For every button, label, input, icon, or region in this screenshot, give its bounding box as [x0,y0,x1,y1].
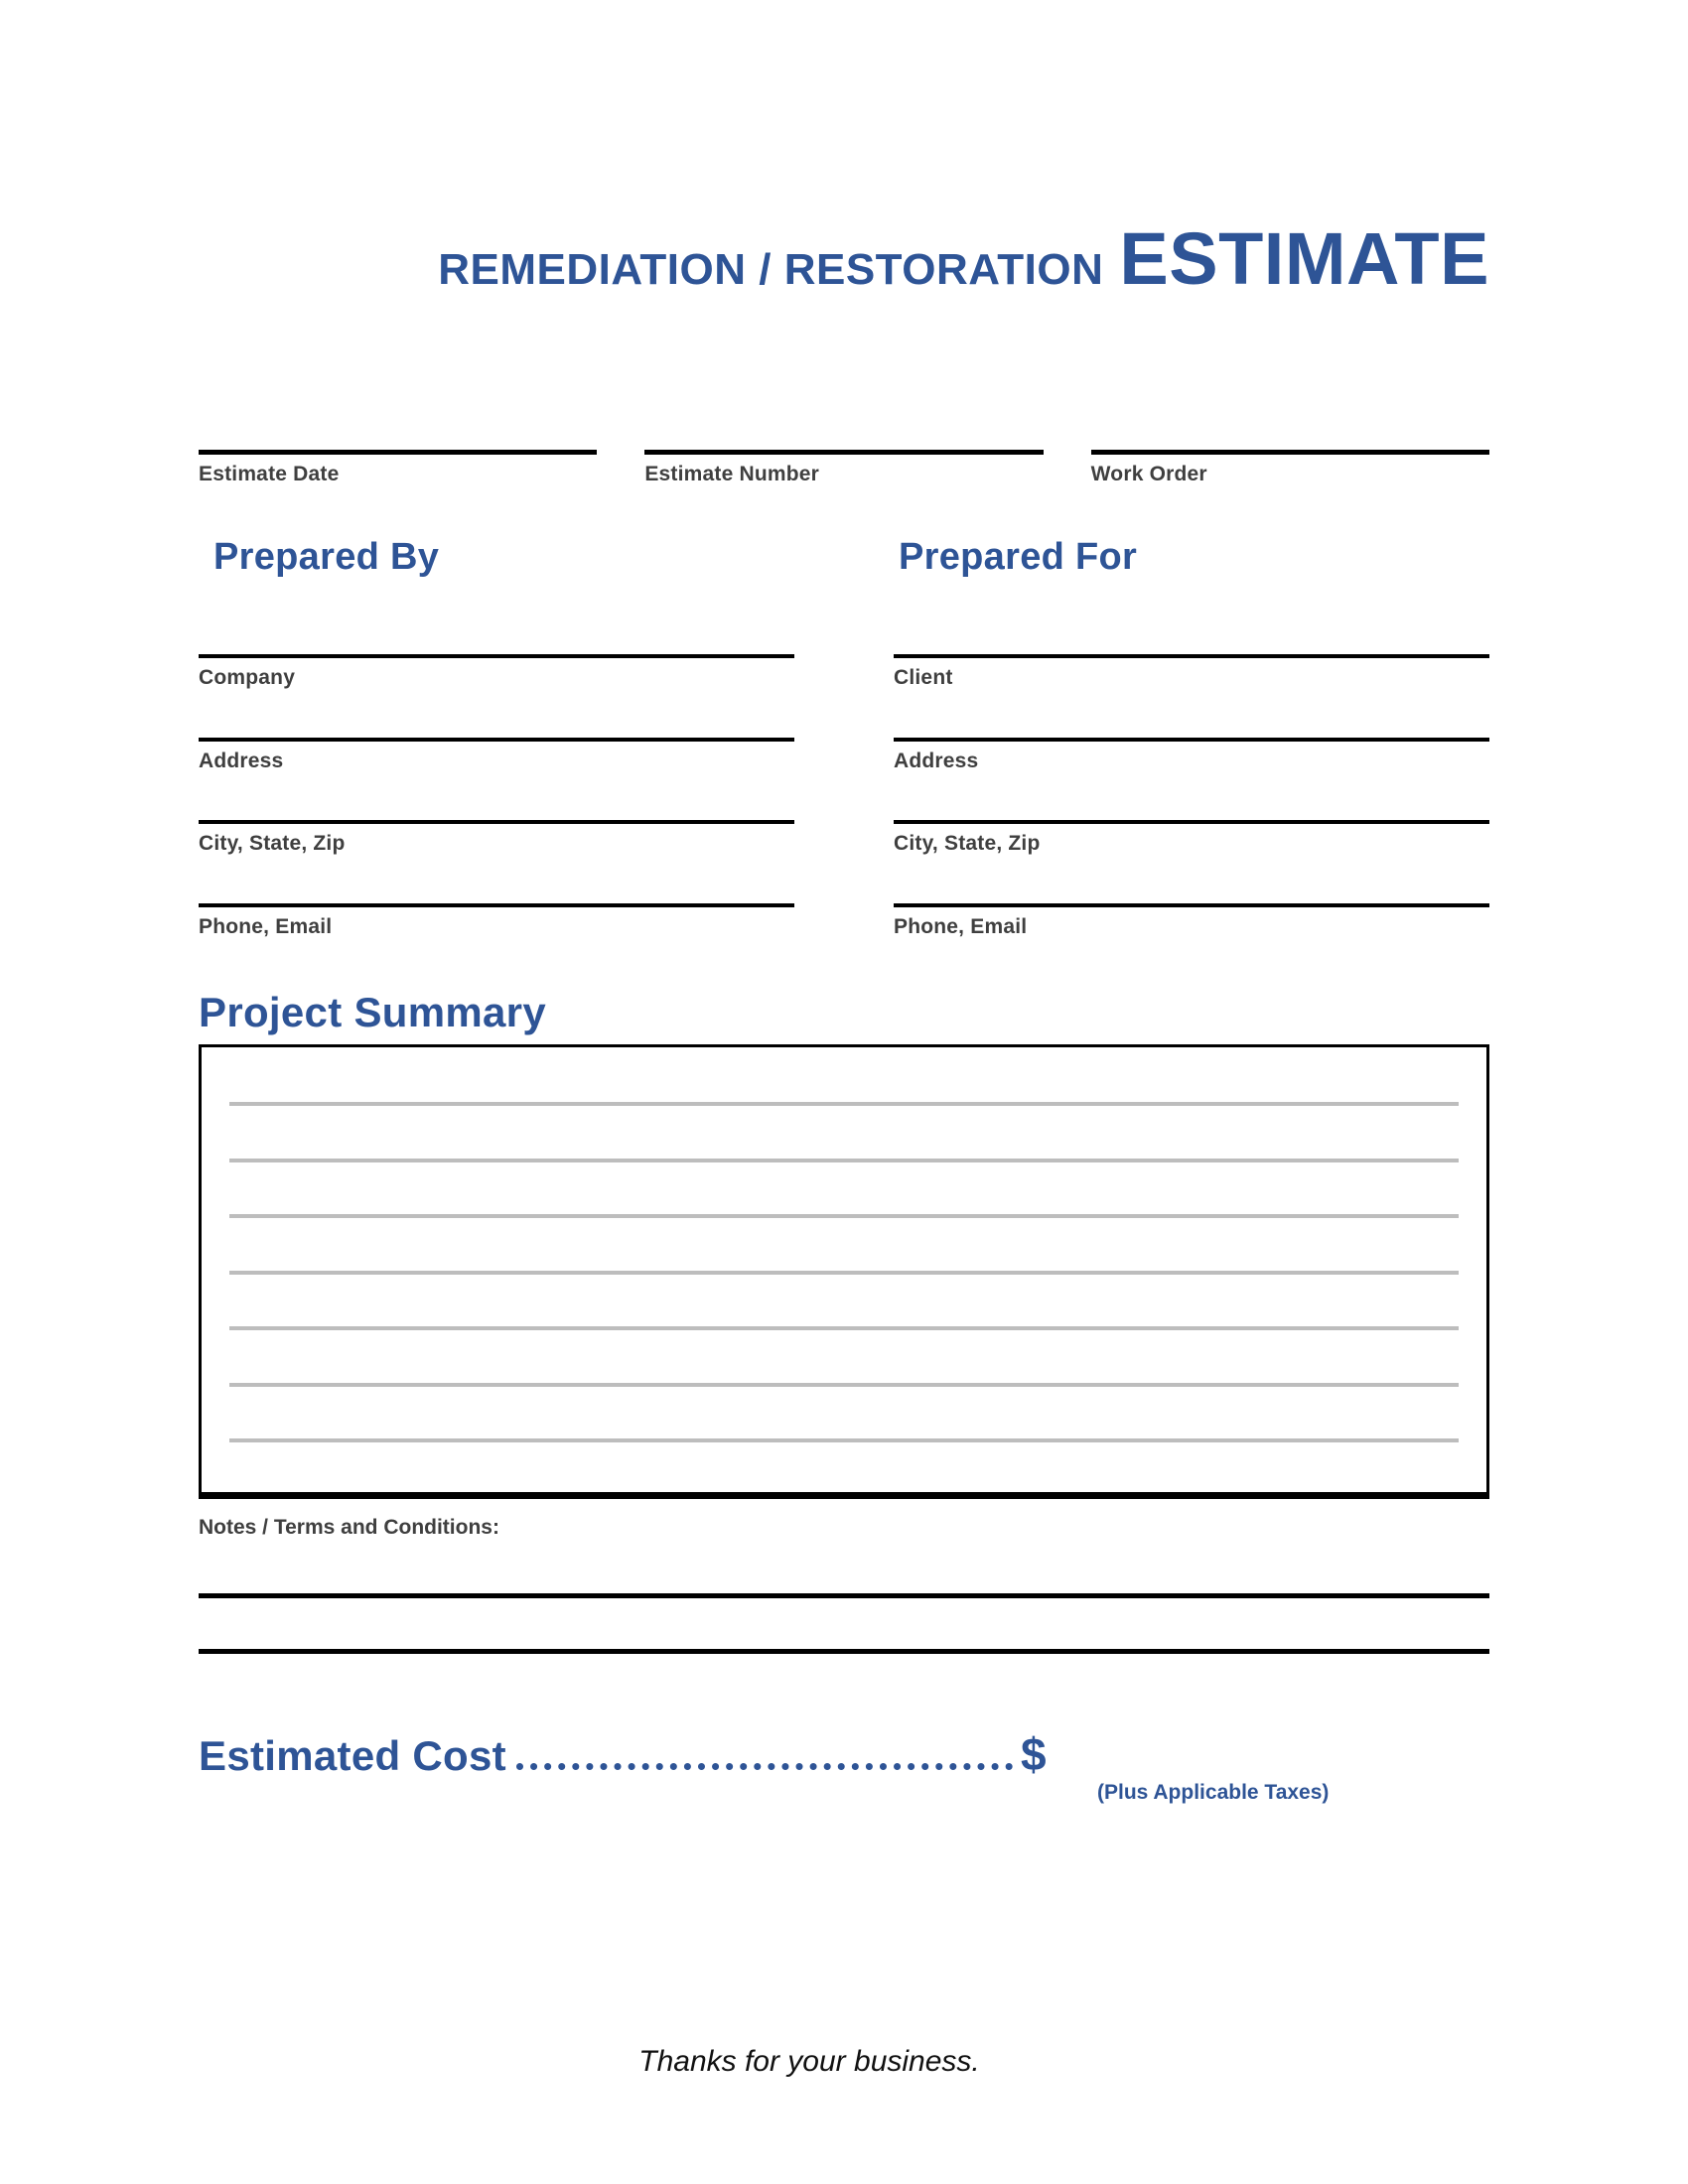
notes-write-in-line[interactable] [199,1593,1489,1598]
client-city-state-zip-field[interactable] [894,820,1489,903]
title-estimate: ESTIMATE [1119,217,1489,300]
client-address-label: Address [894,749,979,772]
preparer-city-state-zip-label: City, State, Zip [199,832,346,855]
project-summary-box[interactable] [199,1044,1489,1499]
summary-ruled-line [229,1271,1459,1275]
preparer-address-field[interactable] [199,738,794,821]
tax-note: (Plus Applicable Taxes) [1097,1781,1330,1804]
estimate-meta-row [199,450,1489,486]
notes-terms-label: Notes / Terms and Conditions: [199,1516,499,1539]
summary-ruled-line [229,1383,1459,1387]
client-label: Client [894,666,953,689]
estimate-number-field[interactable] [644,450,1043,486]
notes-write-in-line[interactable] [199,1649,1489,1654]
client-phone-email-field[interactable] [894,903,1489,987]
prepared-by-column [199,654,794,986]
prepared-by-heading: Prepared By [213,536,440,578]
company-label: Company [199,666,296,689]
preparer-city-state-zip-field[interactable] [199,820,794,903]
summary-ruled-line [229,1438,1459,1442]
estimate-date-field[interactable] [199,450,597,486]
contact-info-grid [199,654,1489,986]
client-phone-email-label: Phone, Email [894,914,1028,938]
client-field[interactable] [894,654,1489,738]
client-city-state-zip-label: City, State, Zip [894,832,1041,855]
summary-ruled-line [229,1102,1459,1106]
estimate-number-label: Estimate Number [644,463,820,485]
prepared-for-heading: Prepared For [899,536,1138,578]
estimated-cost-heading: Estimated Cost [199,1732,506,1779]
footer-thanks-note: Thanks for your business. [638,2045,980,2078]
preparer-phone-email-field[interactable] [199,903,794,987]
currency-symbol: $ [1020,1728,1047,1780]
document-title [199,216,1489,301]
estimate-date-label: Estimate Date [199,463,340,485]
summary-ruled-line [229,1326,1459,1330]
summary-ruled-line [229,1159,1459,1162]
preparer-phone-email-label: Phone, Email [199,914,333,938]
company-field[interactable] [199,654,794,738]
client-address-field[interactable] [894,738,1489,821]
prepared-for-column [894,654,1489,986]
estimated-cost-row [199,1728,1489,1780]
title-remediation-restoration: REMEDIATION / RESTORATION [438,245,1104,294]
work-order-label: Work Order [1090,463,1207,485]
dot-leader [516,1763,1013,1770]
work-order-field[interactable] [1091,450,1489,486]
project-summary-heading: Project Summary [199,989,546,1035]
summary-ruled-line [229,1214,1459,1218]
preparer-address-label: Address [199,749,284,772]
